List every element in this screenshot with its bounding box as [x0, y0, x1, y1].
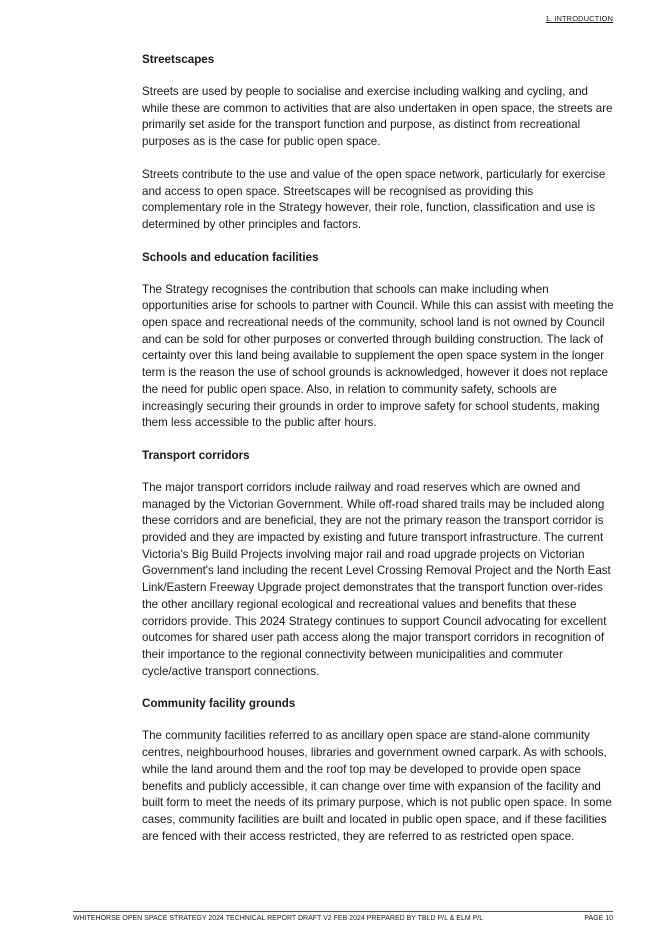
section-transport-corridors — [142, 448, 614, 680]
footer-report-info: WHITEHORSE OPEN SPACE STRATEGY 2024 TECHNICAL REPORT DRAFT V2 FEB 2024 PREPARED BY TBLD P/L & ELM P/L — [73, 915, 484, 922]
section-heading: Schools and education facilities — [142, 250, 319, 264]
section-streetscapes — [142, 52, 614, 234]
document-body — [142, 52, 614, 861]
paragraph: Streets are used by people to socialise and exercise including walking and cycling, and while these are common to activities that are also undertaken in open space, the streets are primarily set aside for the transport function and purpose, as distinct from recreational purposes as is the case for public open space. — [142, 85, 613, 149]
paragraph: The major transport corridors include railway and road reserves which are owned and managed by the Victorian Government. While off-road shared trails may be included along these corridors and are beneficial, they are not the primary reason the transport corridor is provided and they are impacted by existing and future transport infrastructure. The current Victoria's Big Build Projects involving major rail and road upgrade projects on Victorian Government's land including the recent Level Crossing Removal Project and the North East Link/Eastern Freeway Upgrade project demonstrates that the transport function over-rides the other ancillary regional ecological and recreational values and benefits that these corridors provide. This 2024 Strategy continues to support Council advocating for excellent outcomes for shared user path access along the major transport corridors in recognition of their importance to the regional connectivity between municipalities and commuter cycle/active transport connections. — [142, 480, 611, 678]
section-heading: Transport corridors — [142, 448, 250, 462]
paragraph: The Strategy recognises the contribution that schools can make including when opportunities arise for schools to partner with Council. While this can assist with meeting the open space and recreational needs of the community, school land is not owned by Council and can be sold for other purposes or converted through building construction. The lack of certainty over this land being available to supplement the open space system in the longer term is the reason the use of school grounds is acknowledged, however it does not replace the need for public open space. Also, in relation to community safety, schools are increasingly securing their grounds in order to improve safety for school students, making them less accessible to the public after hours. — [142, 282, 614, 430]
section-heading: Community facility grounds — [142, 697, 296, 711]
paragraph: Streets contribute to the use and value of the open space network, particularly for exercise and access to open space. Streetscapes will be recognised as providing this complementary role in the Strategy however, their role, function, classification and use is determined by other principles and factors. — [142, 167, 606, 231]
section-schools — [142, 250, 614, 432]
footer-divider — [73, 911, 613, 912]
page-number: PAGE 10 — [584, 915, 613, 922]
section-heading: Streetscapes — [142, 53, 215, 66]
paragraph: The community facilities referred to as ancillary open space are stand-alone community centres, neighbourhood houses, libraries and government owned carpark. As with schools, while the land around them and the roof top may be developed to provide open space benefits and publicly accessible, it can change over time with expansion of the facility and built form to meet the needs of its primary purpose, which is not public open space. In some cases, community facilities are built and located in public open space, and if these facilities are fenced with their access restricted, they are referred to as restricted open space. — [142, 729, 612, 843]
section-community-facility-grounds — [142, 696, 614, 845]
running-header: 1. INTRODUCTION — [545, 14, 613, 23]
page-footer — [73, 915, 613, 922]
